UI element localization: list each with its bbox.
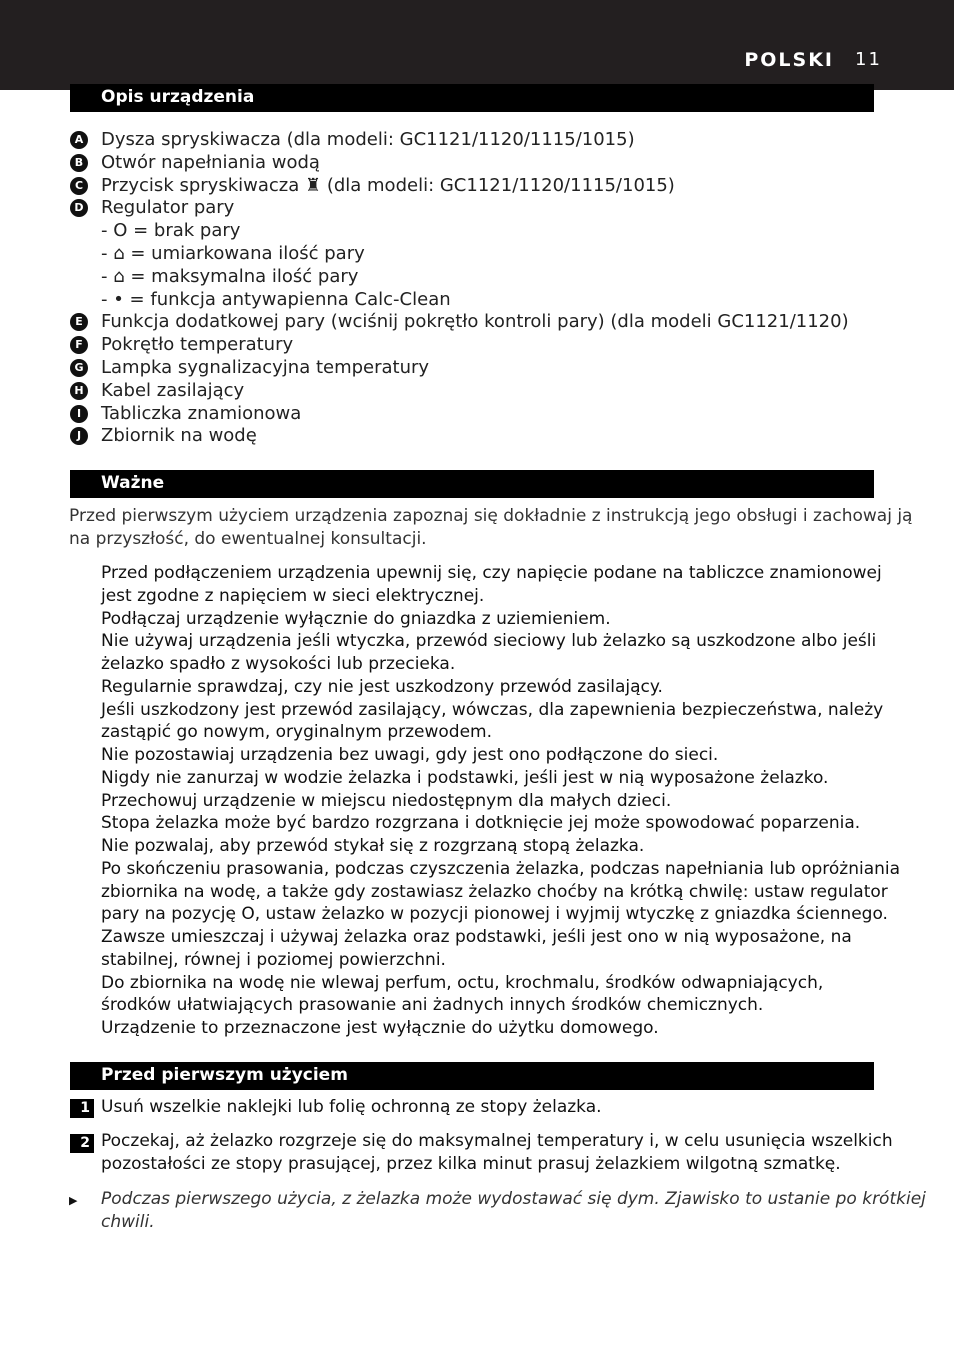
item-text: Tabliczka znamionowa (101, 402, 302, 424)
safety-line: Przed podłączeniem urządzenia upewnij się, czy napięcie podane na tabliczce znamionowej (101, 563, 882, 583)
safety-line: Regularnie sprawdzaj, czy nie jest uszkodzony przewód zasilający. (101, 676, 663, 697)
item-text: - O = brak pary (101, 220, 241, 242)
item-marker: G (70, 359, 88, 377)
safety-line: Nigdy nie zanurzaj w wodzie żelazka i podstawki, jeśli jest w nią wyposażone żelazko. (101, 767, 829, 788)
safety-line: zastąpić go nowym, oryginalnym przewodem. (101, 722, 493, 743)
step-text: Poczekaj, aż żelazko rozgrzeje się do maksymalnej temperatury i, w celu usunięcia wszelkich (101, 1131, 893, 1151)
item-text: - ⌂ = maksymalna ilość pary (101, 265, 359, 287)
section-title-text: Opis urządzenia (101, 87, 255, 107)
safety-line: Przechowuj urządzenie w miejscu niedostępnym dla małych dzieci. (101, 790, 672, 811)
step-number: 1 (70, 1099, 94, 1118)
item-text: - ⌂ = umiarkowana ilość pary (101, 243, 365, 264)
item-marker: F (70, 336, 88, 354)
safety-line: Nie pozostawiaj urządzenia bez uwagi, gdy jest ono podłączone do sieci. (101, 745, 719, 765)
item-marker: A (70, 131, 88, 149)
language-label: POLSKI (744, 49, 834, 71)
item-marker: J (70, 427, 88, 445)
header-bar (0, 0, 954, 90)
item-marker: D (70, 199, 88, 217)
safety-line: żelazko spadło z wysokości lub przecieka. (101, 654, 456, 674)
section-title-important (70, 470, 874, 498)
section-title-before-first-use (70, 1062, 874, 1090)
safety-line: Zawsze umieszczaj i używaj żelazka oraz podstawki, jeśli jest ono w nią wyposażone, na (101, 927, 852, 947)
page-number: 11 (855, 49, 882, 70)
section-title-description (70, 84, 874, 112)
section-title-text: Ważne (101, 473, 165, 493)
item-text: - • = funkcja antywapienna Calc-Clean (101, 288, 451, 310)
safety-line: Urządzenie to przeznaczone jest wyłącznie do użytku domowego. (101, 1018, 659, 1038)
intro-line: Przed pierwszym użyciem urządzenia zapoznaj się dokładnie z instrukcją jego obsługi i zachowaj ją (69, 506, 913, 526)
item-text: Pokrętło temperatury (101, 334, 294, 356)
intro-line: na przyszłość, do ewentualnej konsultacji. (69, 529, 427, 549)
item-text: Regulator pary (101, 197, 235, 219)
step-number: 2 (70, 1134, 94, 1153)
item-text: Otwór napełniania wodą (101, 151, 320, 173)
safety-line: Nie używaj urządzenia jeśli wtyczka, przewód sieciowy lub żelazko są uszkodzone albo jeśli (101, 631, 877, 652)
safety-line: Nie pozwalaj, aby przewód stykał się z rozgrzaną stopą żelazka. (101, 836, 645, 856)
item-marker: I (70, 405, 88, 423)
safety-line: zbiornika na wodę, a także gdy zostawiasz żelazko choćby na krótką chwilę: ustaw regulator (101, 881, 888, 902)
section-title-text: Przed pierwszym użyciem (101, 1065, 348, 1085)
item-text: Przycisk spryskiwacza ♜ (dla modeli: GC1121/1120/1115/1015) (101, 174, 675, 196)
safety-line: jest zgodne z napięciem w sieci elektrycznej. (101, 585, 485, 606)
item-text: Zbiornik na wodę (101, 425, 257, 447)
safety-line: Jeśli uszkodzony jest przewód zasilający, wówczas, dla zapewnienia bezpieczeństwa, należy (101, 699, 884, 720)
safety-line: Po skończeniu prasowania, podczas czyszczenia żelazka, podczas napełniania lub opróżniania (101, 858, 901, 879)
item-marker: E (70, 313, 88, 331)
note-text: chwili. (101, 1212, 155, 1232)
safety-line: stabilnej, równej i poziomej powierzchni. (101, 949, 446, 970)
item-text: Funkcja dodatkowej pary (wciśnij pokrętło kontroli pary) (dla modeli GC1121/1120) (101, 311, 849, 333)
item-marker: C (70, 177, 88, 195)
note-text: Podczas pierwszego użycia, z żelazka może wydostawać się dym. Zjawisko to ustanie po krótkiej (101, 1189, 926, 1209)
item-text: Kabel zasilający (101, 379, 245, 401)
item-text: Dysza spryskiwacza (dla modeli: GC1121/1120/1115/1015) (101, 129, 635, 150)
safety-line: Podłączaj urządzenie wyłącznie do gniazdka z uziemieniem. (101, 608, 611, 629)
item-marker: B (70, 154, 88, 172)
item-text: Lampka sygnalizacyjna temperatury (101, 357, 430, 378)
item-marker: H (70, 382, 88, 400)
safety-line: środków ułatwiających prasowanie ani żadnych innych środków chemicznych. (101, 995, 764, 1016)
safety-line: pary na pozycję O, ustaw żelazko w pozycji pionowej i wyjmij wtyczkę z gniazdka ściennego. (101, 904, 888, 925)
safety-line: Stopa żelazka może być bardzo rozgrzana i dotknięcie jej może spowodować poparzenia. (101, 813, 861, 834)
step-text: pozostałości ze stopy prasującej, przez kilka minut prasuj żelazkiem wilgotną szmatkę. (101, 1154, 841, 1174)
safety-line: Do zbiornika na wodę nie wlewaj perfum, octu, krochmalu, środków odwapniających, (101, 972, 824, 993)
note-bullet-icon: ▶ (69, 1194, 78, 1207)
step-text: Usuń wszelkie naklejki lub folię ochronną ze stopy żelazka. (101, 1097, 602, 1117)
